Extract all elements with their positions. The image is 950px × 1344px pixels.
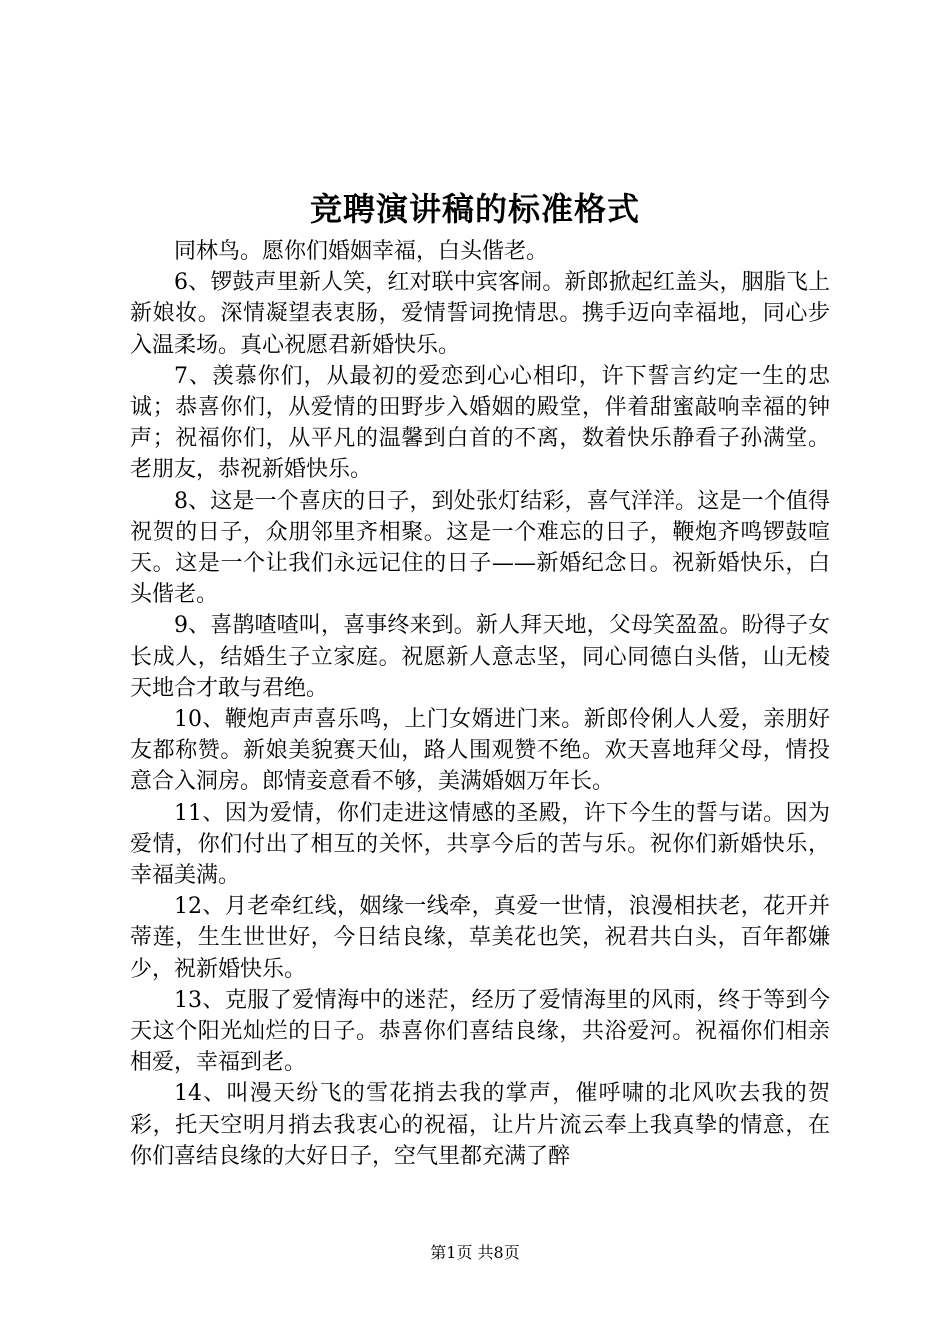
paragraph: 13、克服了爱情海中的迷茫，经历了爱情海里的风雨，终于等到今天这个阳光灿烂的日子。恭喜你们喜结良缘，共浴爱河。祝福你们相亲相爱，幸福到老。 <box>130 987 830 1076</box>
document-title: 竞聘演讲稿的标准格式 <box>309 190 640 228</box>
paragraph: 8、这是一个喜庆的日子，到处张灯结彩，喜气洋洋。这是一个值得祝贺的日子，众朋邻里齐相聚。这是一个难忘的日子，鞭炮齐鸣锣鼓喧天。这是一个让我们永远记住的日子——新婚纪念日。祝新婚快乐，白头偕老。 <box>130 488 830 608</box>
paragraph: 7、羡慕你们，从最初的爱恋到心心相印，许下誓言约定一生的忠诚；恭喜你们，从爱情的田野步入婚姻的殿堂，伴着甜蜜敲响幸福的钟声；祝福你们，从平凡的温馨到白首的不离，数着快乐静看子孙满堂。老朋友，恭祝新婚快乐。 <box>130 363 830 483</box>
paragraph: 9、喜鹊喳喳叫，喜事终来到。新人拜天地，父母笑盈盈。盼得子女长成人，结婚生子立家庭。祝愿新人意志坚，同心同德白头偕，山无棱天地合才敢与君绝。 <box>130 613 830 701</box>
document-body <box>130 236 830 1172</box>
paragraph: 同林鸟。愿你们婚姻幸福，白头偕老。 <box>174 239 549 264</box>
paragraph: 14、叫漫天纷飞的雪花捎去我的掌声，催呼啸的北风吹去我的贺彩，托天空明月捎去我衷心的祝福，让片片流云奉上我真挚的情意，在你们喜结良缘的大好日子，空气里都充满了醉 <box>130 1081 830 1169</box>
paragraph: 10、鞭炮声声喜乐鸣，上门女婿进门来。新郎伶俐人人爱，亲朋好友都称赞。新娘美貌赛天仙，路人围观赞不绝。欢天喜地拜父母，情投意合入洞房。郎情妾意看不够，美满婚姻万年长。 <box>130 707 830 795</box>
paragraph: 12、月老牵红线，姻缘一线牵，真爱一世情，浪漫相扶老，花开并蒂莲，生生世世好，今日结良缘，草美花也笑，祝君共白头，百年都嫌少，祝新婚快乐。 <box>130 894 830 982</box>
paragraph: 11、因为爱情，你们走进这情感的圣殿，许下今生的誓与诺。因为爱情，你们付出了相互的关怀，共享今后的苦与乐。祝你们新婚快乐，幸福美满。 <box>130 800 830 889</box>
page-number: 第1页 共8页 <box>430 1243 520 1262</box>
paragraph: 6、锣鼓声里新人笑，红对联中宾客闹。新郎掀起红盖头，胭脂飞上新娘妆。深情凝望表衷肠，爱情誓词挽情思。携手迈向幸福地，同心步入温柔场。真心祝愿君新婚快乐。 <box>130 270 830 358</box>
